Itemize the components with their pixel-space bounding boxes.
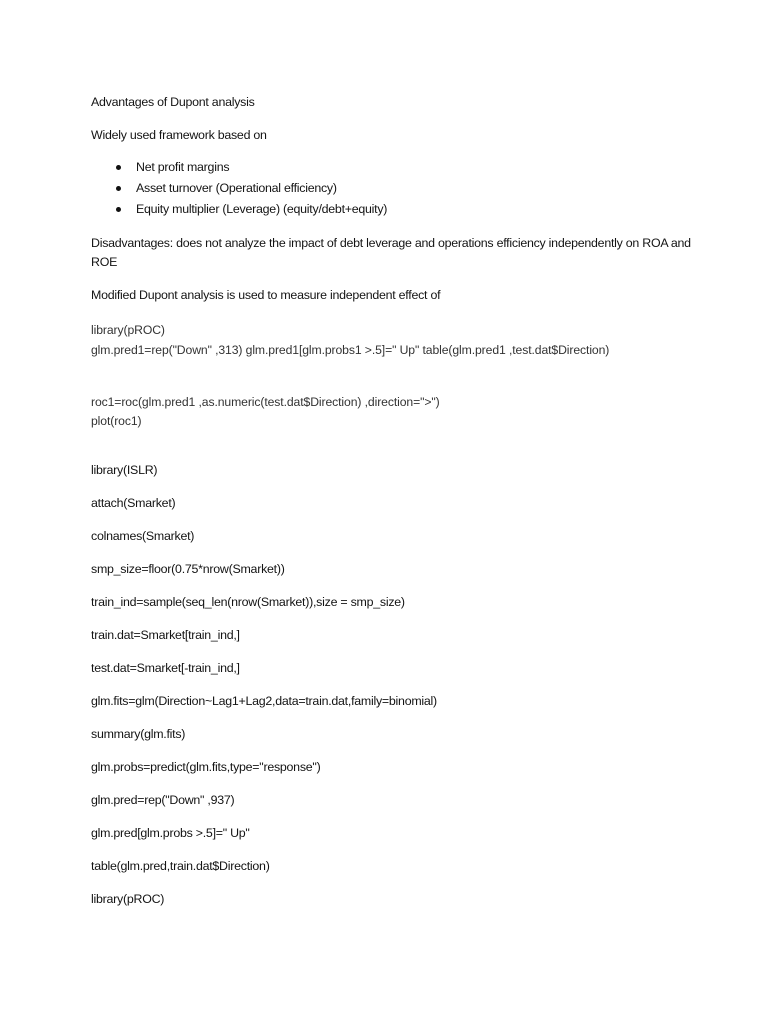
- code-line: train.dat=Smarket[train_ind,]: [91, 628, 240, 642]
- code-line: library(pROC): [91, 892, 165, 906]
- code-line: glm.pred[glm.probs >.5]=" Up": [91, 826, 250, 840]
- code-line: summary(glm.fits): [91, 727, 186, 741]
- code-line: glm.fits=glm(Direction~Lag1+Lag2,data=train.dat,family=binomial): [91, 694, 437, 708]
- bullet-list: [91, 160, 387, 223]
- code-line: roc1=roc(glm.pred1 ,as.numeric(test.dat$Direction) ,direction=">"): [91, 395, 440, 409]
- code-line: glm.pred1=rep("Down" ,313) glm.pred1[glm.probs1 >.5]=" Up" table(glm.pred1 ,test.dat$Direction): [91, 343, 610, 357]
- code-line: glm.probs=predict(glm.fits,type="response"): [91, 760, 321, 774]
- list-item: [91, 160, 387, 181]
- code-line: library(pROC): [91, 323, 165, 337]
- code-line: attach(Smarket): [91, 496, 176, 510]
- bullet-text: Equity multiplier (Leverage) (equity/debt+equity): [136, 202, 388, 216]
- list-item: [91, 202, 387, 223]
- code-line: colnames(Smarket): [91, 529, 195, 543]
- code-line: glm.pred=rep("Down" ,937): [91, 793, 235, 807]
- intro-text: Widely used framework based on: [91, 128, 267, 142]
- bullet-text: Asset turnover (Operational efficiency): [136, 181, 337, 195]
- bullet-text: Net profit margins: [136, 160, 230, 174]
- bullet-icon: [116, 186, 121, 191]
- code-line: train_ind=sample(seq_len(nrow(Smarket)),size = smp_size): [91, 595, 405, 609]
- modified-dupont-text: Modified Dupont analysis is used to measure independent effect of: [91, 288, 441, 302]
- disadvantages-paragraph: Disadvantages: does not analyze the impact of debt leverage and operations efficiency independently on ROA and ROE: [91, 236, 691, 269]
- code-line: library(ISLR): [91, 463, 158, 477]
- heading-advantages: Advantages of Dupont analysis: [91, 95, 255, 109]
- list-item: [91, 181, 387, 202]
- code-line: plot(roc1): [91, 414, 142, 428]
- code-line: test.dat=Smarket[-train_ind,]: [91, 661, 240, 675]
- bullet-icon: [116, 165, 121, 170]
- bullet-icon: [116, 207, 121, 212]
- code-line: table(glm.pred,train.dat$Direction): [91, 859, 270, 873]
- code-line: smp_size=floor(0.75*nrow(Smarket)): [91, 562, 285, 576]
